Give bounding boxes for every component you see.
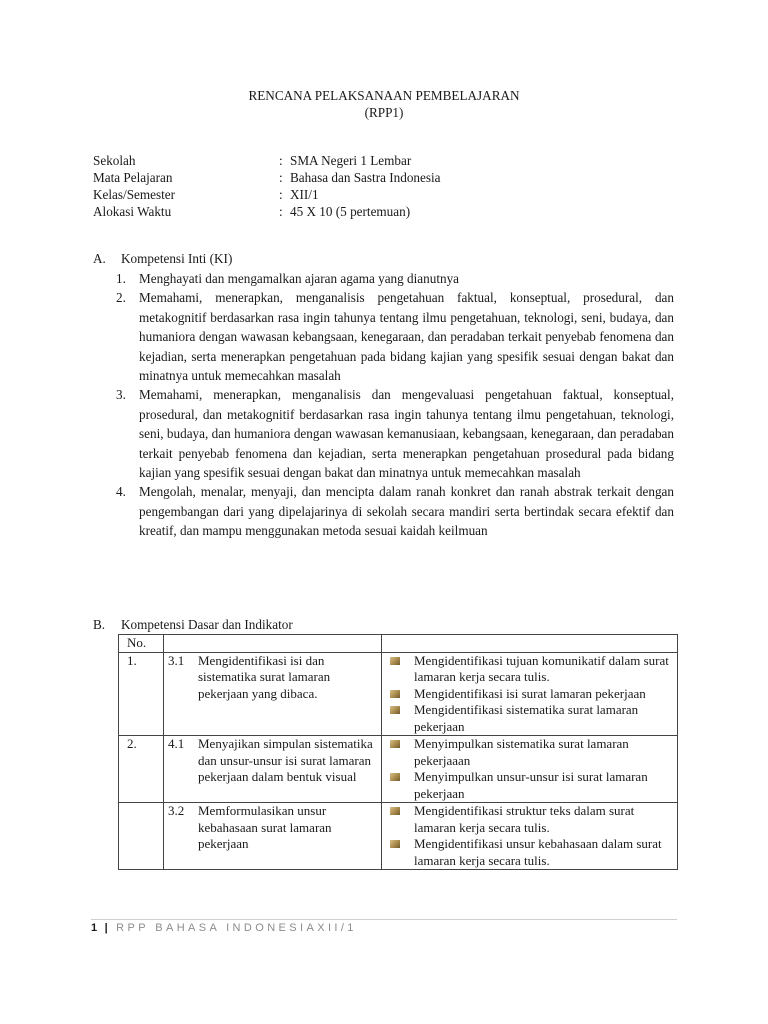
indicator-item [386, 836, 673, 869]
info-colon: : [279, 204, 283, 219]
list-text: Mengolah, menalar, menyaji, dan mencipta dalam ranah konkret dan ranah abstrak terkait dengan pengembangan dari yang dipelajarinya di sekolah secara mandiri serta bertindak secara efektif dan kreatif, dan mampu menggunakan metoda sesuai kaidah keilmuan [139, 484, 674, 539]
list-number: 4. [116, 484, 126, 500]
indicator-text: Mengidentifikasi struktur teks dalam surat lamaran kerja secara tulis. [414, 803, 635, 835]
indicator-text: Mengidentifikasi unsur kebahasaan dalam surat lamaran kerja secara tulis. [414, 836, 662, 868]
section-letter: B. [93, 617, 106, 632]
competency-code: 3.1 [168, 652, 185, 668]
list-item [116, 269, 674, 288]
indicator-item [386, 653, 673, 686]
competency-text: Menyajikan simpulan sistematika dan unsur-unsur isi surat lamaran pekerjaan dalam bentuk visual [198, 736, 373, 784]
page-title: RENCANA PELAKSANAAN PEMBELAJARAN [248, 88, 520, 103]
section-title: Kompetensi Dasar dan Indikator [121, 617, 293, 632]
indicator-text: Mengidentifikasi isi surat lamaran pekerjaan [414, 685, 646, 701]
page-number: 1 [91, 922, 99, 934]
info-colon: : [279, 153, 283, 168]
indicator-text: Mengidentifikasi tujuan komunikatif dalam surat lamaran kerja secara tulis. [414, 652, 669, 684]
info-value: SMA Negeri 1 Lembar [290, 153, 412, 168]
table-header-row [119, 635, 678, 653]
list-item [116, 385, 674, 482]
section-b-heading [93, 616, 293, 634]
competency-code: 4.1 [168, 736, 185, 751]
competency-table [118, 634, 678, 870]
list-number: 1. [116, 271, 126, 286]
indicator-item [386, 769, 673, 802]
competency-text: Mengidentifikasi isi dan sistematika surat lamaran pekerjaan yang dibaca. [198, 652, 331, 701]
table-header-cell [382, 635, 678, 653]
list-text: Menghayati dan mengamalkan ajaran agama yang dianutnya [139, 271, 460, 286]
page-subtitle: (RPP1) [364, 105, 404, 120]
info-label: Mata Pelajaran [93, 170, 173, 185]
info-label: Kelas/Semester [93, 187, 176, 202]
indicator-cell [382, 652, 678, 736]
footer-divider [91, 919, 677, 920]
footer-separator: | [104, 922, 110, 934]
bullet-icon [390, 706, 400, 714]
indicator-item [386, 803, 673, 836]
list-text: Memahami, menerapkan, menganalisis dan mengevaluasi pengetahuan faktual, konseptual, prosedural, dan metakognitif berdasarkan rasa ingin tahunya tentang ilmu pengetahuan, teknologi, seni, budaya, dan humaniora dengan wawasan kemanusiaan, kebangsaan, kenegaraan, dan peradaban terkait penyebab fenomena dan kejadian, serta menerapkan pengetahuan prosedural pada bidang kajian yang spesifik sesuai dengan bakat dan minatnya untuk memecahkan masalah [139, 387, 674, 481]
info-value: Bahasa dan Sastra Indonesia [290, 170, 441, 185]
table-row [119, 652, 678, 736]
competency-cell [164, 803, 382, 870]
section-letter: A. [93, 251, 106, 266]
indicator-item [386, 686, 673, 703]
indicator-text: Menyimpulkan unsur-unsur isi surat lamaran pekerjaan [414, 769, 648, 801]
list-number: 3. [116, 387, 126, 403]
indicator-cell [382, 736, 678, 803]
list-number: 2. [116, 290, 126, 306]
row-number: 2. [119, 736, 164, 803]
indicator-item [386, 736, 673, 769]
info-colon: : [279, 187, 283, 202]
competency-cell [164, 652, 382, 736]
info-colon: : [279, 170, 283, 185]
bullet-icon [390, 807, 400, 815]
table-header-no: No. [119, 635, 164, 653]
list-item [116, 482, 674, 540]
indicator-item [386, 702, 673, 735]
list-item [116, 288, 674, 385]
bullet-icon [390, 657, 400, 665]
list-text: Memahami, menerapkan, menganalisis pengetahuan faktual, konseptual, prosedural, dan metakognitif berdasarkan rasa ingin tahunya tentang ilmu pengetahuan, teknologi, seni, budaya, dan humaniora dengan wawasan kebangsaan, kenegaraan, dan peradaban terkait penyebab fenomena dan kejadian, serta menerapkan pengetahuan pada bidang kajian yang spesifik sesuai dengan bakat dan minatnya untuk memecahkan masalah [139, 290, 674, 384]
section-title: Kompetensi Inti (KI) [121, 251, 233, 266]
table-row [119, 736, 678, 803]
info-label: Sekolah [93, 153, 136, 168]
bullet-icon [390, 840, 400, 848]
section-a-heading [93, 250, 232, 268]
indicator-text: Mengidentifikasi sistematika surat lamaran pekerjaan [414, 702, 639, 734]
info-value: XII/1 [290, 187, 319, 202]
row-number [119, 803, 164, 870]
row-number: 1. [119, 652, 164, 736]
info-label: Alokasi Waktu [93, 204, 172, 219]
footer-text: RPP BAHASA INDONESIAXII/1 [116, 922, 357, 934]
page-footer [91, 922, 357, 934]
table-row [119, 803, 678, 870]
competency-text: Memformulasikan unsur kebahasaan surat lamaran pekerjaan [198, 803, 332, 851]
bullet-icon [390, 773, 400, 781]
competency-cell [164, 736, 382, 803]
competency-code: 3.2 [168, 803, 185, 818]
ki-list [116, 269, 674, 541]
bullet-icon [390, 690, 400, 698]
indicator-text: Menyimpulkan sistematika surat lamaran pekerjaaan [414, 736, 629, 768]
table-header-cell [164, 635, 382, 653]
info-value: 45 X 10 (5 pertemuan) [290, 204, 411, 219]
indicator-cell [382, 803, 678, 870]
bullet-icon [390, 740, 400, 748]
